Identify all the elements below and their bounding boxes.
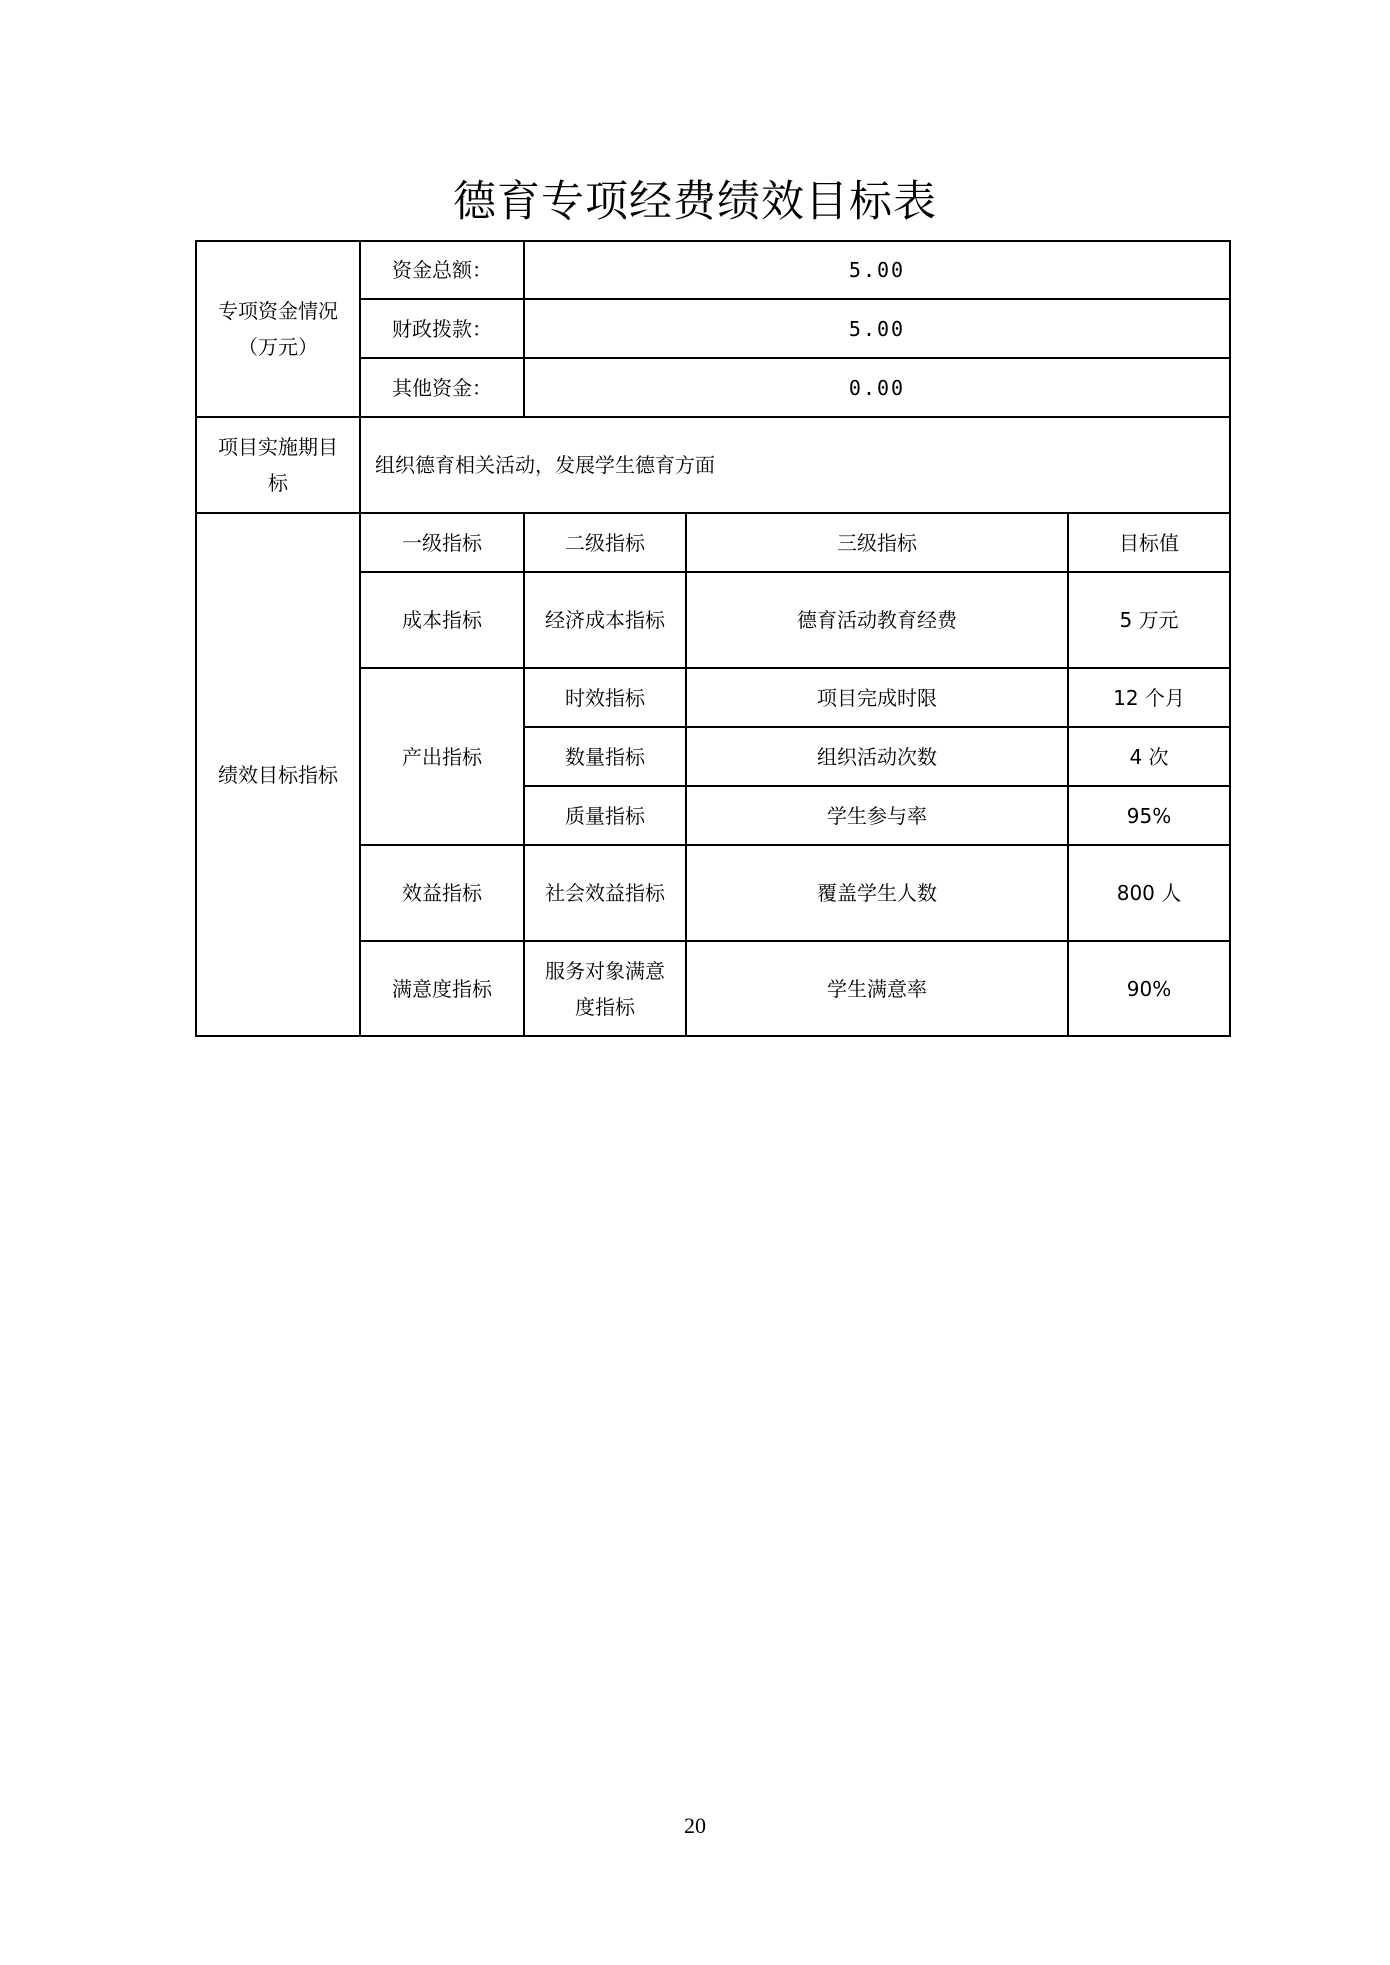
satisfaction-level1: 满意度指标: [360, 941, 524, 1036]
quality-target: 95%: [1068, 786, 1230, 845]
performance-target-table: [195, 240, 1231, 1037]
quantity-level2: 数量指标: [524, 727, 686, 786]
page-title: 德育专项经费绩效目标表: [453, 177, 937, 227]
benefit-level2: 社会效益指标: [524, 845, 686, 941]
quality-level2: 质量指标: [524, 786, 686, 845]
funds-total-value: 5.00: [524, 241, 1230, 299]
header-level1: 一级指标: [360, 513, 524, 572]
table-row: [196, 417, 1230, 513]
cost-level3: 德育活动教育经费: [686, 572, 1068, 668]
goal-label: 项目实施期目标: [196, 417, 360, 513]
goal-text: 组织德育相关活动，发展学生德育方面: [360, 417, 1230, 513]
output-level1: 产出指标: [360, 668, 524, 845]
cost-level2: 经济成本指标: [524, 572, 686, 668]
page-number: 20: [684, 1813, 706, 1838]
table-row: [196, 241, 1230, 299]
benefit-target: 800 人: [1068, 845, 1230, 941]
header-level3: 三级指标: [686, 513, 1068, 572]
funds-total-label: 资金总额：: [360, 241, 524, 299]
cost-level1: 成本指标: [360, 572, 524, 668]
benefit-level3: 覆盖学生人数: [686, 845, 1068, 941]
timeliness-target: 12 个月: [1068, 668, 1230, 727]
funds-fiscal-label: 财政拨款：: [360, 299, 524, 358]
cost-target: 5 万元: [1068, 572, 1230, 668]
quality-level3: 学生参与率: [686, 786, 1068, 845]
satisfaction-target: 90%: [1068, 941, 1230, 1036]
header-level2: 二级指标: [524, 513, 686, 572]
satisfaction-level2: 服务对象满意度指标: [524, 941, 686, 1036]
funds-other-value: 0.00: [524, 358, 1230, 417]
satisfaction-level3: 学生满意率: [686, 941, 1068, 1036]
quantity-level3: 组织活动次数: [686, 727, 1068, 786]
funds-label: 专项资金情况（万元）: [196, 241, 360, 417]
funds-fiscal-value: 5.00: [524, 299, 1230, 358]
timeliness-level3: 项目完成时限: [686, 668, 1068, 727]
quantity-target: 4 次: [1068, 727, 1230, 786]
funds-other-label: 其他资金：: [360, 358, 524, 417]
timeliness-level2: 时效指标: [524, 668, 686, 727]
benefit-level1: 效益指标: [360, 845, 524, 941]
table-row: [196, 513, 1230, 572]
indicators-label: 绩效目标指标: [196, 513, 360, 1036]
header-target: 目标值: [1068, 513, 1230, 572]
